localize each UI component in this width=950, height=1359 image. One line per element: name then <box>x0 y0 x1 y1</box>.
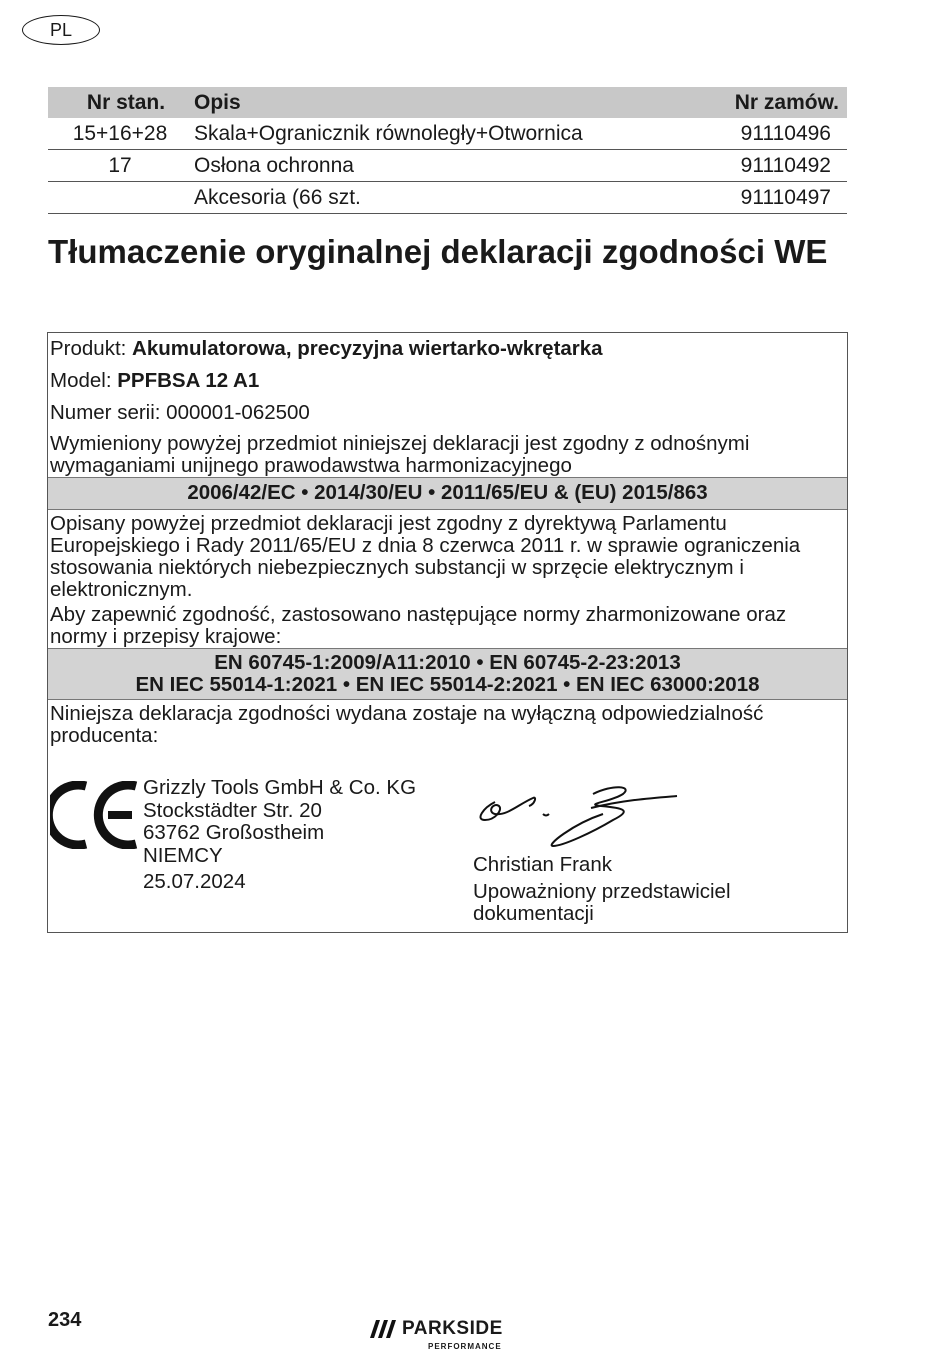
language-badge: PL <box>22 15 100 45</box>
responsibility-text: Niniejsza deklaracja zgodności wydana zostaje na wyłączną odpowiedzialność producenta: <box>50 702 764 747</box>
standards-list <box>48 648 847 700</box>
header-pos: Nr stan. <box>48 87 192 118</box>
header-order: Nr zamów. <box>701 87 847 118</box>
header-desc: Opis <box>192 87 701 118</box>
model-label: Model: <box>50 369 118 392</box>
row-order: 91110496 <box>701 118 847 150</box>
serial-line: Numer serii: 000001-062500 <box>50 401 310 424</box>
manufacturer-name: Grizzly Tools GmbH & Co. KG <box>143 776 417 799</box>
declaration-box <box>47 332 848 933</box>
product-label: Produkt: <box>50 337 133 360</box>
standards-intro: Aby zapewnić zgodność, zastosowano następujące normy zharmonizowane oraz normy i przepisy krajowe: <box>50 603 787 648</box>
declaration-date: 25.07.2024 <box>143 870 246 893</box>
manufacturer-country: NIEMCY <box>143 843 223 867</box>
manufacturer-address <box>143 777 416 894</box>
brand-name: PARKSIDE <box>402 1318 503 1339</box>
model-value: PPFBSA 12 A1 <box>117 369 260 392</box>
ce-mark-icon <box>50 781 140 849</box>
row-desc: Akcesoria (66 szt. <box>192 182 701 214</box>
table-row <box>48 182 847 214</box>
conformity-text: Wymieniony powyżej przedmiot niniejszej deklaracji jest zgodny z odnośnymi wymaganiami unijnego prawodawstwa harmonizacyjnego <box>50 432 750 477</box>
rohs-text: Opisany powyżej przedmiot deklaracji jest zgodny z dyrektywą Parlamentu Europejskiego i Rady 2011/65/EU z dnia 8 czerwca 2011 r. w sprawie ograniczenia stosowania niektórych niebezpiecznych substancji w sprzęcie elektrycznym i elektronicznym. <box>50 512 801 601</box>
product-value: Akumulatorowa, precyzyjna wiertarko-wkrętarka <box>132 337 603 360</box>
row-desc: Osłona ochronna <box>192 150 701 182</box>
page-number: 234 <box>48 1309 82 1331</box>
brand-slashes-icon <box>370 1320 398 1338</box>
manufacturer-street: Stockstädter Str. 20 <box>143 798 322 822</box>
row-pos: 17 <box>48 150 192 182</box>
row-pos <box>48 182 192 214</box>
brand-subtitle: PERFORMANCE <box>428 1342 502 1351</box>
row-desc: Skala+Ogranicznik równoległy+Otwornica <box>192 118 701 150</box>
brand-logo <box>370 1318 530 1354</box>
standards-line-2: EN IEC 55014-1:2021 • EN IEC 55014-2:2021 • EN IEC 63000:2018 <box>135 673 760 696</box>
manufacturer-city: 63762 Großostheim <box>143 821 325 844</box>
signatory-name: Christian Frank <box>473 853 612 876</box>
row-order: 91110492 <box>701 150 847 182</box>
handwritten-signature <box>473 780 683 852</box>
product-line <box>48 333 847 365</box>
row-pos: 15+16+28 <box>48 118 192 150</box>
parts-table-header <box>48 87 847 118</box>
page-title: Tłumaczenie oryginalnej deklaracji zgodności WE <box>48 233 828 270</box>
row-order: 91110497 <box>701 182 847 214</box>
signatory-role: Upoważniony przedstawiciel dokumentacji <box>473 880 731 925</box>
parts-table <box>48 87 847 214</box>
signatory-block <box>473 854 833 925</box>
model-line <box>48 365 847 397</box>
table-row <box>48 118 847 150</box>
directives-list: 2006/42/EC • 2014/30/EU • 2011/65/EU & (EU) 2015/863 <box>48 477 847 510</box>
standards-line-1: EN 60745-1:2009/A11:2010 • EN 60745-2-23:2013 <box>214 651 681 674</box>
table-row <box>48 150 847 182</box>
